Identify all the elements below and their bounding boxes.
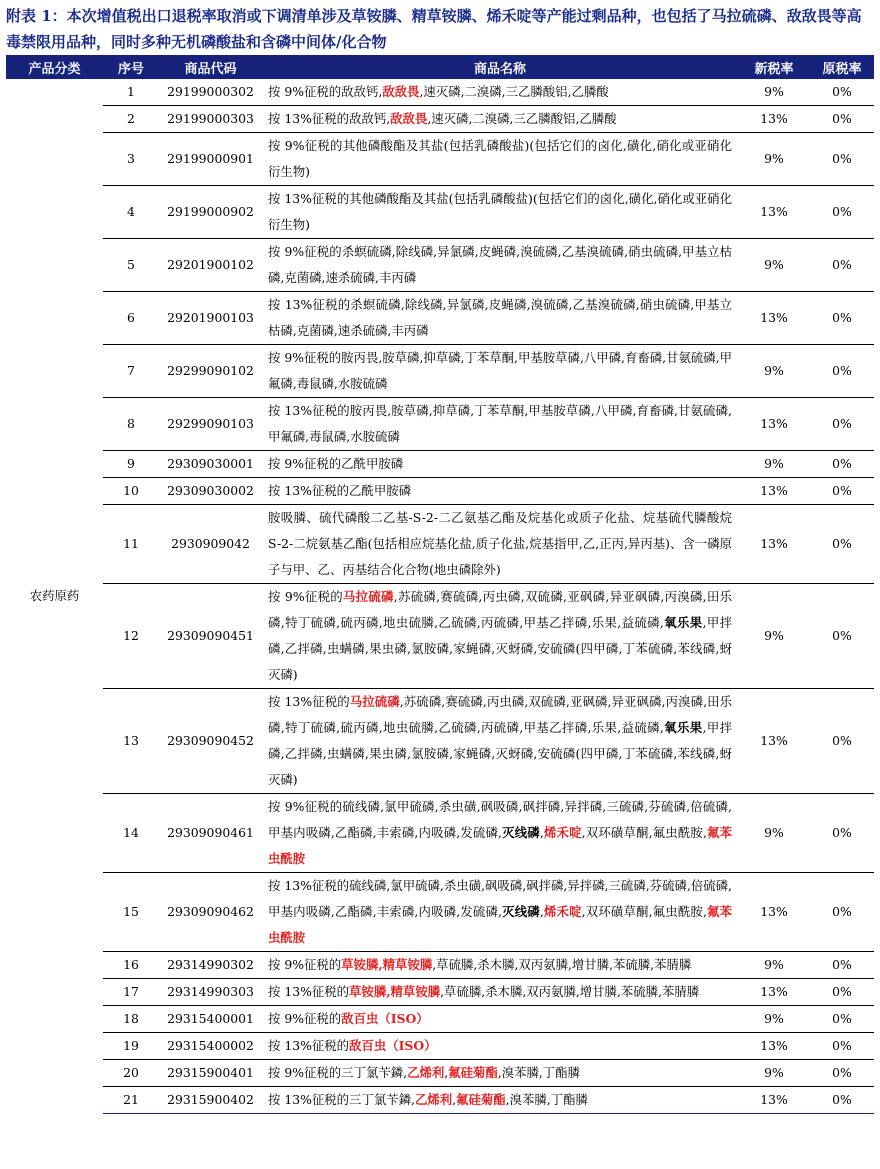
row-index: 15: [103, 873, 159, 952]
row-index: 8: [103, 398, 159, 451]
row-new-rate: 13%: [738, 979, 810, 1006]
row-old-rate: 0%: [810, 952, 874, 979]
name-text: 按 13%征税的三丁氯苄鏻,: [268, 1092, 415, 1107]
name-text: 按 9%征税的: [268, 957, 342, 972]
name-text: 按 9%征税的硫线磷,氯甲硫磷,杀虫磺,砜吸磷,砜拌磷,异拌磷,三硫磷,芬硫磷,倍硫磷,甲基内吸磷,乙酯磷,丰索磷,内吸磷,发硫磷,: [268, 799, 732, 840]
row-old-rate: 0%: [810, 292, 874, 345]
row-old-rate: 0%: [810, 345, 874, 398]
table-row: [6, 1006, 874, 1033]
highlighted-product: 马拉硫磷: [342, 589, 394, 604]
highlighted-product: 氟苯虫酰胺: [268, 825, 733, 866]
row-product-name: [262, 1033, 738, 1060]
name-text: ,速灭磷,二溴磷,三乙膦酸铝,乙膦酸: [427, 111, 617, 126]
highlighted-product: 草铵膦,精草铵膦: [349, 984, 441, 999]
row-new-rate: 13%: [738, 292, 810, 345]
row-old-rate: 0%: [810, 689, 874, 794]
table-row: [6, 345, 874, 398]
name-text: 按 9%征税的敌敌钙,: [268, 84, 383, 99]
table-header-row: [6, 55, 874, 79]
table-row: [6, 873, 874, 952]
name-text: 按 9%征税的三丁氯苄鏻,: [268, 1065, 408, 1080]
row-product-name: [262, 1006, 738, 1033]
name-text: ,草硫膦,杀木膦,双丙氨膦,增甘膦,苯硫膦,苯腈膦: [432, 957, 692, 972]
row-old-rate: 0%: [810, 186, 874, 239]
table-row: [6, 689, 874, 794]
row-product-name: [262, 239, 738, 292]
name-text: ,: [539, 825, 544, 840]
row-new-rate: 9%: [738, 1006, 810, 1033]
table-row: [6, 106, 874, 133]
table-row: [6, 133, 874, 186]
row-old-rate: 0%: [810, 106, 874, 133]
row-code: 29199000902: [159, 186, 262, 239]
row-index: 2: [103, 106, 159, 133]
row-old-rate: 0%: [810, 79, 874, 106]
row-product-name: [262, 133, 738, 186]
row-code: 29309030002: [159, 478, 262, 505]
table-row: [6, 505, 874, 584]
row-index: 21: [103, 1087, 159, 1114]
highlighted-product: 马拉硫磷: [349, 694, 400, 709]
row-new-rate: 13%: [738, 186, 810, 239]
row-index: 11: [103, 505, 159, 584]
highlighted-product: 氟硅菊酯: [448, 1065, 498, 1080]
name-text: 按 9%征税的胺丙畏,胺草磷,抑草磷,丁苯草酮,甲基胺草磷,八甲磷,育畜磷,甘氨硫磷,甲氟磷,毒鼠磷,水胺硫磷: [268, 350, 732, 391]
row-new-rate: 9%: [738, 133, 810, 186]
tax-rate-table: [6, 55, 874, 1114]
row-new-rate: 9%: [738, 345, 810, 398]
row-product-name: [262, 106, 738, 133]
header-category: 产品分类: [6, 55, 103, 79]
row-new-rate: 9%: [738, 79, 810, 106]
row-index: 20: [103, 1060, 159, 1087]
row-index: 14: [103, 794, 159, 873]
name-text: ,双环磺草酮,氟虫酰胺,: [581, 825, 707, 840]
row-old-rate: 0%: [810, 1060, 874, 1087]
header-old-rate: 原税率: [810, 55, 874, 79]
name-text: 按 9%征税的杀螟硫磷,除线磷,异氯磷,皮蝇磷,溴硫磷,乙基溴硫磷,硝虫硫磷,甲基立枯磷,克菌磷,速杀硫磷,丰丙磷: [268, 244, 732, 285]
name-text: 按 13%征税的敌敌钙,: [268, 111, 391, 126]
name-text: 按 13%征税的: [268, 984, 350, 999]
table-row: [6, 292, 874, 345]
name-text: 按 13%征税的: [268, 1038, 350, 1053]
name-text: 按 13%征税的胺丙畏,胺草磷,抑草磷,丁苯草酮,甲基胺草磷,八甲磷,育畜磷,甘氨硫磷,甲氟磷,毒鼠磷,水胺硫磷: [268, 403, 732, 444]
row-index: 9: [103, 451, 159, 478]
row-index: 7: [103, 345, 159, 398]
row-old-rate: 0%: [810, 873, 874, 952]
category-cell: 农药原药: [29, 588, 80, 604]
row-code: 29309090462: [159, 873, 262, 952]
row-index: 16: [103, 952, 159, 979]
row-old-rate: 0%: [810, 1006, 874, 1033]
row-old-rate: 0%: [810, 794, 874, 873]
row-new-rate: 9%: [738, 451, 810, 478]
name-text: 按 13%征税的乙酰甲胺磷: [268, 483, 411, 498]
table-row: [6, 952, 874, 979]
name-text: ,苏硫磷,赛硫磷,丙虫磷,双硫磷,亚砜磷,异亚砜磷,丙溴磷,田乐磷,特丁硫磷,硫丙磷,地虫硫膦,乙硫磷,丙硫磷,甲基乙拌磷,乐果,益硫磷,: [268, 589, 733, 630]
name-text: 按 13%征税的其他磷酸酯及其盐(包括乳磷酸盐)(包括它们的卤化,磺化,硝化或亚硝化衍生物): [268, 191, 732, 232]
row-product-name: [262, 79, 738, 106]
row-old-rate: 0%: [810, 584, 874, 689]
highlighted-product: 草铵膦,精草铵膦: [341, 957, 433, 972]
row-code: 29309090461: [159, 794, 262, 873]
row-old-rate: 0%: [810, 1033, 874, 1060]
name-text: ,速灭磷,二溴磷,三乙膦酸铝,乙膦酸: [419, 84, 609, 99]
row-code: 29314990302: [159, 952, 262, 979]
row-product-name: [262, 794, 738, 873]
row-product-name: [262, 478, 738, 505]
row-code: 29315400002: [159, 1033, 262, 1060]
header-index: 序号: [103, 55, 159, 79]
row-code: 29315900401: [159, 1060, 262, 1087]
bold-product: 氧乐果: [663, 720, 703, 735]
row-product-name: [262, 451, 738, 478]
name-text: ,双环磺草酮,氟虫酰胺,: [581, 904, 707, 919]
row-product-name: [262, 1060, 738, 1087]
row-index: 3: [103, 133, 159, 186]
table-row: [6, 794, 874, 873]
row-index: 5: [103, 239, 159, 292]
row-new-rate: 9%: [738, 794, 810, 873]
name-text: ,草硫膦,杀木膦,双丙氨膦,增甘膦,苯硫膦,苯腈膦: [440, 984, 700, 999]
row-new-rate: 13%: [738, 873, 810, 952]
table-row: [6, 398, 874, 451]
row-code: 29309090451: [159, 584, 262, 689]
row-index: 4: [103, 186, 159, 239]
row-product-name: [262, 952, 738, 979]
row-product-name: [262, 689, 738, 794]
name-text: ,溴苯膦,丁酯膦: [505, 1092, 588, 1107]
row-product-name: [262, 505, 738, 584]
row-product-name: [262, 979, 738, 1006]
row-product-name: [262, 292, 738, 345]
header-name: 商品名称: [262, 55, 738, 79]
row-new-rate: 13%: [738, 1033, 810, 1060]
table-caption: 附表 1：本次增值税出口退税率取消或下调清单涉及草铵膦、精草铵膦、烯禾啶等产能过剩品种，也包括了马拉硫磷、敌敌畏等高毒禁限用品种，同时多种无机磷酸盐和含磷中间体/化合物: [6, 7, 862, 51]
row-old-rate: 0%: [810, 1087, 874, 1114]
highlighted-product: 敌敌畏: [382, 84, 420, 99]
row-index: 13: [103, 689, 159, 794]
highlighted-product: 氟硅菊酯: [456, 1092, 506, 1107]
row-code: 29315900402: [159, 1087, 262, 1114]
row-new-rate: 9%: [738, 584, 810, 689]
name-text: 按 9%征税的其他磷酸酯及其盐(包括乳磷酸盐)(包括它们的卤化,磺化,硝化或亚硝化衍生物): [268, 138, 732, 179]
highlighted-product: 氟苯虫酰胺: [268, 904, 733, 945]
header-code: 商品代码: [159, 55, 262, 79]
row-new-rate: 13%: [738, 478, 810, 505]
row-old-rate: 0%: [810, 239, 874, 292]
highlighted-product: 敌敌畏: [390, 111, 428, 126]
table-row: [6, 186, 874, 239]
row-old-rate: 0%: [810, 398, 874, 451]
name-text: 按 9%征税的乙酰甲胺磷: [268, 456, 404, 471]
row-product-name: [262, 873, 738, 952]
row-code: 29199000901: [159, 133, 262, 186]
row-old-rate: 0%: [810, 451, 874, 478]
row-code: 29201900102: [159, 239, 262, 292]
table-row: [6, 584, 874, 689]
name-text: ,: [539, 904, 544, 919]
name-text: ,甲拌磷,乙拌磷,虫螨磷,果虫磷,氯胺磷,家蝇磷,灭蚜磷,安硫磷(四甲磷,丁苯硫磷,苯线磷,蚜灭磷): [268, 615, 732, 682]
row-index: 18: [103, 1006, 159, 1033]
row-product-name: [262, 398, 738, 451]
row-product-name: [262, 1087, 738, 1114]
row-code: 29309090452: [159, 689, 262, 794]
name-text: 按 13%征税的硫线磷,氯甲硫磷,杀虫磺,砜吸磷,砜拌磷,异拌磷,三硫磷,芬硫磷,倍硫磷,甲基内吸磷,乙酯磷,丰索磷,内吸磷,发硫磷,: [268, 878, 732, 919]
name-text: ,: [444, 1065, 449, 1080]
row-code: 29201900103: [159, 292, 262, 345]
row-index: 10: [103, 478, 159, 505]
highlighted-product: 乙烯利: [407, 1065, 445, 1080]
table-row: [6, 979, 874, 1006]
highlighted-product: 敌百虫（ISO）: [349, 1038, 437, 1053]
name-text: 按 13%征税的: [268, 694, 350, 709]
bold-product: 氧乐果: [663, 615, 703, 630]
name-text: 按 13%征税的杀螟硫磷,除线磷,异氯磷,皮蝇磷,溴硫磷,乙基溴硫磷,硝虫硫磷,甲基立枯磷,克菌磷,速杀硫磷,丰丙磷: [268, 297, 732, 338]
row-code: 29314990303: [159, 979, 262, 1006]
row-new-rate: 13%: [738, 106, 810, 133]
row-code: 29199000302: [159, 79, 262, 106]
row-code: 2930909042: [159, 505, 262, 584]
bold-product: 灭线磷: [501, 825, 540, 840]
row-new-rate: 9%: [738, 1060, 810, 1087]
name-text: 胺吸膦、硫代磷酸二乙基-S-2-二乙氨基乙酯及烷基化或质子化盐、烷基硫代膦酸烷 S-2-二烷氨基乙酯(包括相应烷基化盐,质子化盐,烷基指甲,乙,正丙,异丙基)、含一磷原子与甲、乙、丙基结合化合物(地虫磷除外): [268, 510, 732, 577]
highlighted-product: 烯禾啶: [543, 825, 582, 840]
row-new-rate: 9%: [738, 239, 810, 292]
name-text: ,溴苯膦,丁酯膦: [497, 1065, 580, 1080]
highlighted-product: 乙烯利: [414, 1092, 453, 1107]
table-row: [6, 1087, 874, 1114]
row-code: 29309030001: [159, 451, 262, 478]
highlighted-product: 敌百虫（ISO）: [341, 1011, 429, 1026]
row-new-rate: 13%: [738, 398, 810, 451]
row-new-rate: 13%: [738, 505, 810, 584]
name-text: ,甲拌磷,乙拌磷,虫螨磷,果虫磷,氯胺磷,家蝇磷,灭蚜磷,安硫磷(四甲磷,丁苯硫磷,苯线磷,蚜灭磷): [268, 720, 732, 787]
row-index: 17: [103, 979, 159, 1006]
name-text: 按 9%征税的: [268, 1011, 342, 1026]
table-row: [6, 1033, 874, 1060]
highlighted-product: 烯禾啶: [543, 904, 582, 919]
row-index: 1: [103, 79, 159, 106]
table-row: [6, 1060, 874, 1087]
row-product-name: [262, 345, 738, 398]
row-product-name: [262, 186, 738, 239]
table-row: [6, 79, 874, 106]
table-row: [6, 239, 874, 292]
row-new-rate: 9%: [738, 952, 810, 979]
table-row: [6, 451, 874, 478]
row-new-rate: 13%: [738, 689, 810, 794]
table-body: [6, 79, 874, 1114]
row-old-rate: 0%: [810, 478, 874, 505]
row-old-rate: 0%: [810, 133, 874, 186]
table-row: [6, 478, 874, 505]
row-code: 29299090102: [159, 345, 262, 398]
row-code: 29299090103: [159, 398, 262, 451]
row-index: 6: [103, 292, 159, 345]
row-index: 19: [103, 1033, 159, 1060]
row-old-rate: 0%: [810, 979, 874, 1006]
row-product-name: [262, 584, 738, 689]
name-text: ,苏硫磷,赛硫磷,丙虫磷,双硫磷,亚砜磷,异亚砜磷,丙溴磷,田乐磷,特丁硫磷,硫丙磷,地虫硫膦,乙硫磷,丙硫磷,甲基乙拌磷,乐果,益硫磷,: [268, 694, 733, 735]
row-index: 12: [103, 584, 159, 689]
row-code: 29315400001: [159, 1006, 262, 1033]
row-old-rate: 0%: [810, 505, 874, 584]
name-text: ,: [452, 1092, 457, 1107]
name-text: 按 9%征税的: [268, 589, 343, 604]
row-new-rate: 13%: [738, 1087, 810, 1114]
header-new-rate: 新税率: [738, 55, 810, 79]
bold-product: 灭线磷: [501, 904, 540, 919]
row-code: 29199000303: [159, 106, 262, 133]
